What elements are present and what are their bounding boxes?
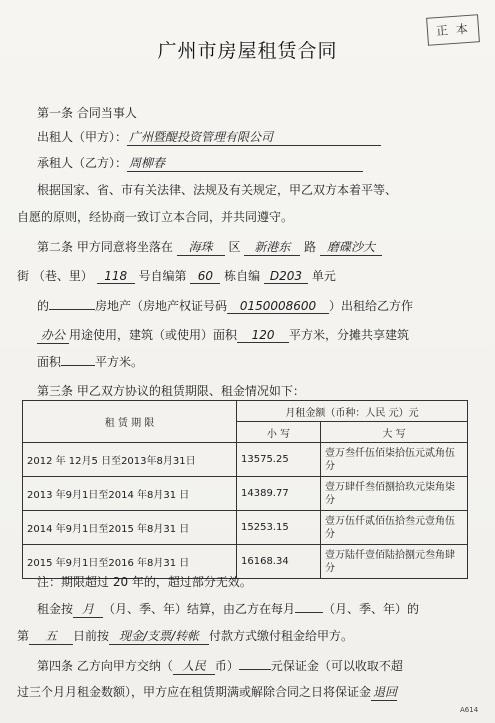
rent-schedule-table (22, 400, 468, 579)
original-copy-stamp: 正 本 (426, 14, 480, 46)
payment-line-1 (37, 600, 419, 618)
payment-text: 付款方式缴付租金给甲方。 (209, 629, 354, 643)
payment-text: 日前按 (73, 629, 110, 643)
article-2-line-2 (17, 267, 336, 284)
payment-line-2 (17, 627, 353, 645)
art2-text: 的 (37, 299, 50, 313)
intro-line-2: 自愿的原则，经协商一致订立本合同，并共同遵守。 (17, 210, 294, 224)
lessor-row (37, 128, 381, 146)
art2-text: 单元 (311, 269, 336, 283)
amount-words-cell: 壹万肆仟叁佰捌拾玖元柒角柒分 (321, 477, 468, 511)
article-4-line-1 (37, 657, 403, 675)
table-row (23, 443, 468, 477)
payment-text: 租金按 (37, 602, 74, 616)
article-2-line-4 (37, 326, 409, 344)
lessee-name: 周柳春 (127, 154, 363, 172)
art2-text: 区 (228, 240, 241, 254)
payment-period-field: 月 (73, 600, 103, 618)
amount-words-cell: 壹万陆仟壹佰陆拾捌元叁角肆分 (321, 545, 468, 579)
blank-field (295, 612, 323, 613)
article-4-line-2 (17, 683, 397, 701)
payment-day-field: 五 (29, 627, 73, 645)
lessor-label: 出租人（甲方）： (37, 130, 128, 144)
page-code: A614 (460, 706, 479, 714)
amount-figures-cell: 15253.15 (237, 511, 321, 545)
header-period: 租 赁 期 限 (23, 401, 237, 443)
art2-text: 路 (304, 240, 317, 254)
amount-words-cell: 壹万伍仟贰佰伍拾叁元壹角伍分 (321, 511, 468, 545)
lessor-name: 广州暨醍投资管理有限公司 (127, 128, 381, 146)
building-number-field: 60 (190, 269, 220, 284)
period-cell: 2012 年 12月5 日至2013年8月31日 (23, 443, 237, 477)
period-cell: 2015 年9月1日至2016 年8月31 日 (23, 545, 237, 579)
table-row (23, 477, 468, 511)
period-cell: 2014 年9月1日至2015 年8月31 日 (23, 511, 237, 545)
art2-text: 平方米，分摊共享建筑 (289, 328, 410, 342)
lessee-label: 承租人（乙方）： (37, 156, 128, 170)
deposit-amount-field (239, 669, 271, 670)
header-words: 大 写 (321, 422, 468, 443)
property-cert-field: 0150008600 (227, 299, 329, 314)
art2-text: 房地产（房地产权证号码 (95, 299, 228, 313)
amount-words-cell: 壹万叁仟伍佰柒拾伍元贰角伍分 (321, 443, 468, 477)
header-figures: 小 写 (237, 422, 321, 443)
amount-figures-cell: 14389.77 (237, 477, 321, 511)
art2-text: 面积 (37, 355, 62, 369)
shared-area-field (61, 365, 95, 366)
house-number-field: 118 (97, 269, 135, 284)
art4-text: 第四条 乙方向甲方交纳（ (37, 659, 173, 673)
unit-number-field: D203 (264, 269, 308, 284)
header-monthly-rent: 月租金额（币种：人民 元）元 (237, 401, 468, 422)
intro-line-1: 根据国家、省、市有关法律、法规及有关规定，甲乙双方本着平等、 (37, 183, 398, 197)
payment-text: （月、季、年）结算，由乙方在每月 (103, 602, 296, 616)
art2-text: 用途使用，建筑（或使用）面积 (69, 328, 238, 342)
art2-text: 栋自编 (224, 269, 261, 283)
term-note: 注：期限超过 20 年的，超过部分无效。 (37, 575, 252, 589)
art4-text: 过三个月月租金数额），甲方应在租赁期满或解除合同之日将保证金 (17, 685, 372, 699)
payment-text: 第 (17, 629, 30, 643)
subdistrict-field: 磨碟沙大 (320, 238, 382, 256)
period-cell: 2013 年9月1日至2014 年8月31 日 (23, 477, 237, 511)
art2-text: ）出租给乙方作 (329, 299, 414, 313)
deposit-currency-field: 人民 (173, 657, 215, 675)
payment-text: （月、季、年）的 (323, 602, 420, 616)
blank-field (49, 309, 95, 310)
deposit-return-field: 退回 (373, 685, 398, 699)
amount-figures-cell: 16168.34 (237, 545, 321, 579)
document-title: 广州市房屋租赁合同 (157, 40, 338, 62)
art2-text: 第二条 甲方同意将坐落在 (37, 240, 173, 254)
table-header-row (23, 401, 468, 422)
art2-text: 平方米。 (95, 355, 144, 369)
district-field: 海珠 (177, 238, 225, 256)
area-field: 120 (237, 328, 289, 343)
article-2-line-5 (37, 353, 143, 370)
table-row (23, 511, 468, 545)
road-field: 新港东 (244, 238, 300, 256)
art2-text: 街 （巷、里） (17, 269, 93, 283)
article-2-line-3 (37, 297, 413, 314)
art4-text: 元保证金（可以收取不超 (270, 659, 403, 673)
usage-field: 办公 (37, 326, 69, 344)
article-1-heading: 第一条 合同当事人 (37, 106, 137, 120)
article-2-line-1 (37, 238, 382, 256)
art4-text: 币） (214, 659, 239, 673)
payment-method-field: 现金/支票/转帐 (109, 627, 209, 645)
article-3-heading: 第三条 甲乙双方协议的租赁期限、租金情况如下： (37, 384, 305, 398)
art2-text: 号自编第 (138, 269, 187, 283)
lessee-row (37, 154, 363, 172)
amount-figures-cell: 13575.25 (237, 443, 321, 477)
